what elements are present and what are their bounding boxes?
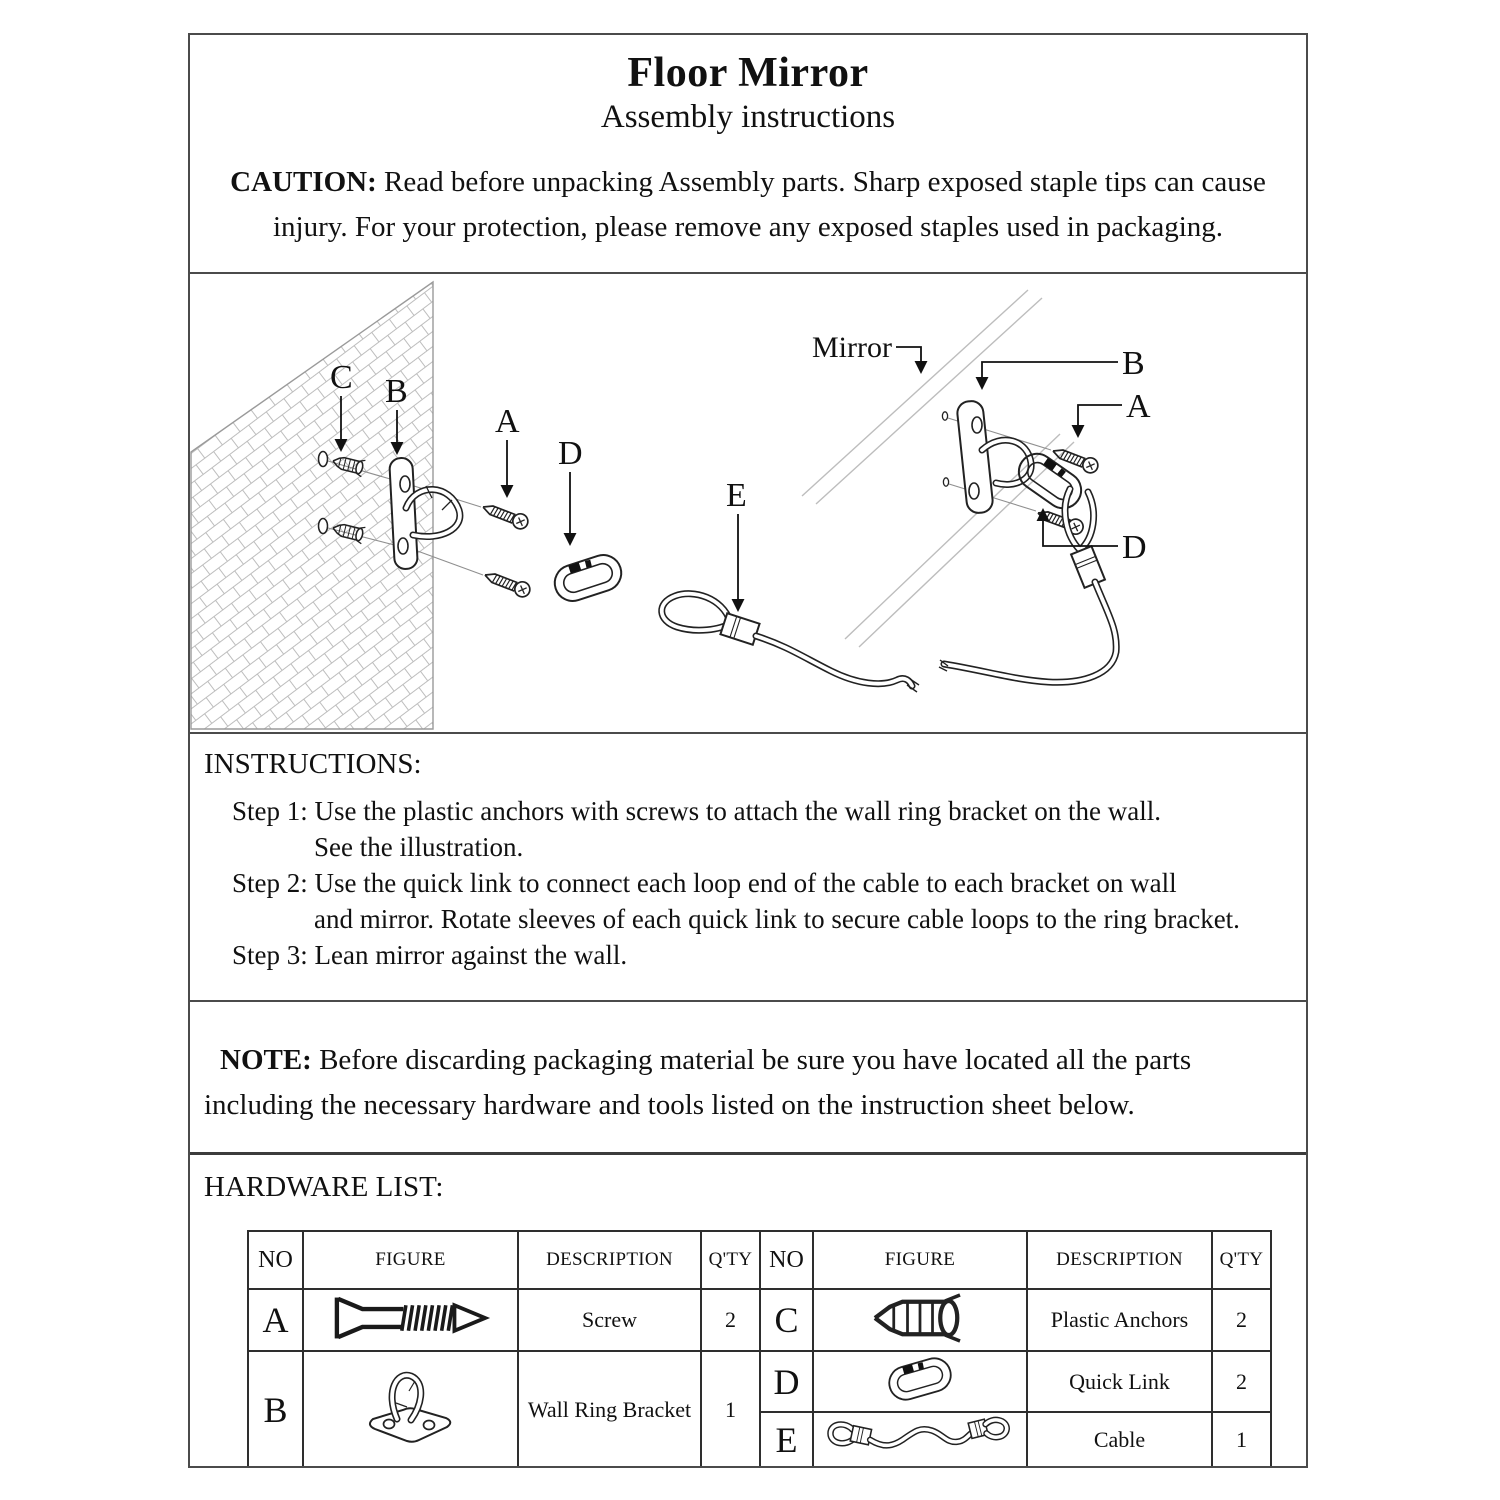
caution-paragraph [216, 160, 1280, 250]
label-d-wall [558, 435, 583, 544]
col-header-qty-left: Q'TY [701, 1231, 760, 1289]
hardware-table [247, 1230, 1272, 1466]
part-qty-a: 2 [701, 1289, 760, 1351]
part-qty-c: 2 [1212, 1289, 1271, 1351]
screw-illustration-left-lower [482, 568, 532, 599]
instruction-step-2-cont: and mirror. Rotate sleeves of each quick link to secure cable loops to the ring bracket. [314, 904, 1240, 934]
screw-illustration-right-upper [1050, 444, 1100, 475]
svg-text:E: E [726, 477, 747, 514]
hardware-list-section [190, 1152, 1306, 1466]
assembly-diagram [190, 274, 1306, 730]
part-description-c: Plastic Anchors [1027, 1289, 1212, 1351]
svg-text:A: A [495, 403, 520, 440]
svg-text:B: B [1122, 345, 1145, 382]
svg-text:A: A [1126, 388, 1151, 425]
quick-link-icon [813, 1351, 1027, 1412]
quick-link-illustration-left [550, 550, 626, 605]
screw-illustration-left-upper [480, 500, 530, 531]
page-title: Floor Mirror [627, 50, 869, 96]
note-text-line1: Before discarding packaging material be sure you have located all the parts [319, 1044, 1192, 1076]
part-qty-b: 1 [701, 1351, 760, 1466]
col-header-description-left: DESCRIPTION [518, 1231, 701, 1289]
cable-illustration-left [662, 594, 919, 692]
svg-text:Mirror: Mirror [812, 331, 892, 364]
note-line1 [204, 1038, 1292, 1083]
instruction-step-1: Step 1: Use the plastic anchors with screws to attach the wall ring bracket on the wall. [232, 796, 1161, 826]
col-header-no-left: NO [248, 1231, 303, 1289]
label-mirror [812, 331, 921, 372]
part-description-a: Screw [518, 1289, 701, 1351]
note-text-line2: including the necessary hardware and tools listed on the instruction sheet below. [204, 1089, 1135, 1121]
part-letter-e: E [760, 1412, 813, 1466]
wall-ring-bracket-icon [303, 1351, 518, 1466]
col-header-no-right: NO [760, 1231, 813, 1289]
svg-text:D: D [558, 435, 583, 472]
note-section [190, 1000, 1306, 1152]
screw-icon [303, 1289, 518, 1351]
col-header-qty-right: Q'TY [1212, 1231, 1271, 1289]
note-label: NOTE: [220, 1044, 312, 1076]
cable-illustration-right [939, 489, 1116, 682]
plastic-anchor-icon [813, 1289, 1027, 1351]
page-subtitle: Assembly instructions [600, 99, 896, 135]
label-b-mirror [982, 345, 1145, 388]
part-qty-e: 1 [1212, 1412, 1271, 1466]
instruction-step-1-cont: See the illustration. [314, 832, 524, 862]
part-letter-d: D [760, 1351, 813, 1412]
svg-text:B: B [385, 373, 408, 410]
header-section [190, 35, 1306, 272]
assembly-diagram-section [190, 272, 1306, 732]
col-header-figure-left: FIGURE [303, 1231, 518, 1289]
col-header-figure-right: FIGURE [813, 1231, 1027, 1289]
label-a-mirror [1078, 388, 1151, 436]
part-letter-c: C [760, 1289, 813, 1351]
part-letter-b: B [248, 1351, 303, 1466]
instruction-step-3: Step 3: Lean mirror against the wall. [232, 940, 628, 970]
instruction-sheet [188, 33, 1308, 1468]
caution-text-line2: injury. For your protection, please remove any exposed staples used in packaging. [272, 210, 1224, 243]
label-e-wall [726, 477, 747, 610]
part-description-b: Wall Ring Bracket [518, 1351, 701, 1466]
caution-label: CAUTION: [230, 166, 377, 198]
hardware-row-a-c [248, 1289, 1271, 1351]
caution-text-line1: Read before unpacking Assembly parts. Sharp exposed staple tips can cause [384, 166, 1266, 198]
part-description-d: Quick Link [1027, 1351, 1212, 1412]
part-description-e: Cable [1027, 1412, 1212, 1466]
svg-text:D: D [1122, 529, 1147, 566]
instructions-section [190, 732, 1306, 1000]
col-header-description-right: DESCRIPTION [1027, 1231, 1212, 1289]
label-a-wall [495, 403, 520, 496]
instructions-heading: INSTRUCTIONS: [204, 748, 422, 780]
part-qty-d: 2 [1212, 1351, 1271, 1412]
instruction-step-2: Step 2: Use the quick link to connect each loop end of the cable to each bracket on wall [232, 868, 1177, 898]
hardware-row-b-d [248, 1351, 1271, 1412]
svg-text:C: C [330, 359, 353, 396]
hardware-list-heading: HARDWARE LIST: [204, 1171, 444, 1203]
hardware-table-header-row [248, 1231, 1271, 1289]
part-letter-a: A [248, 1289, 303, 1351]
cable-icon [813, 1412, 1027, 1466]
